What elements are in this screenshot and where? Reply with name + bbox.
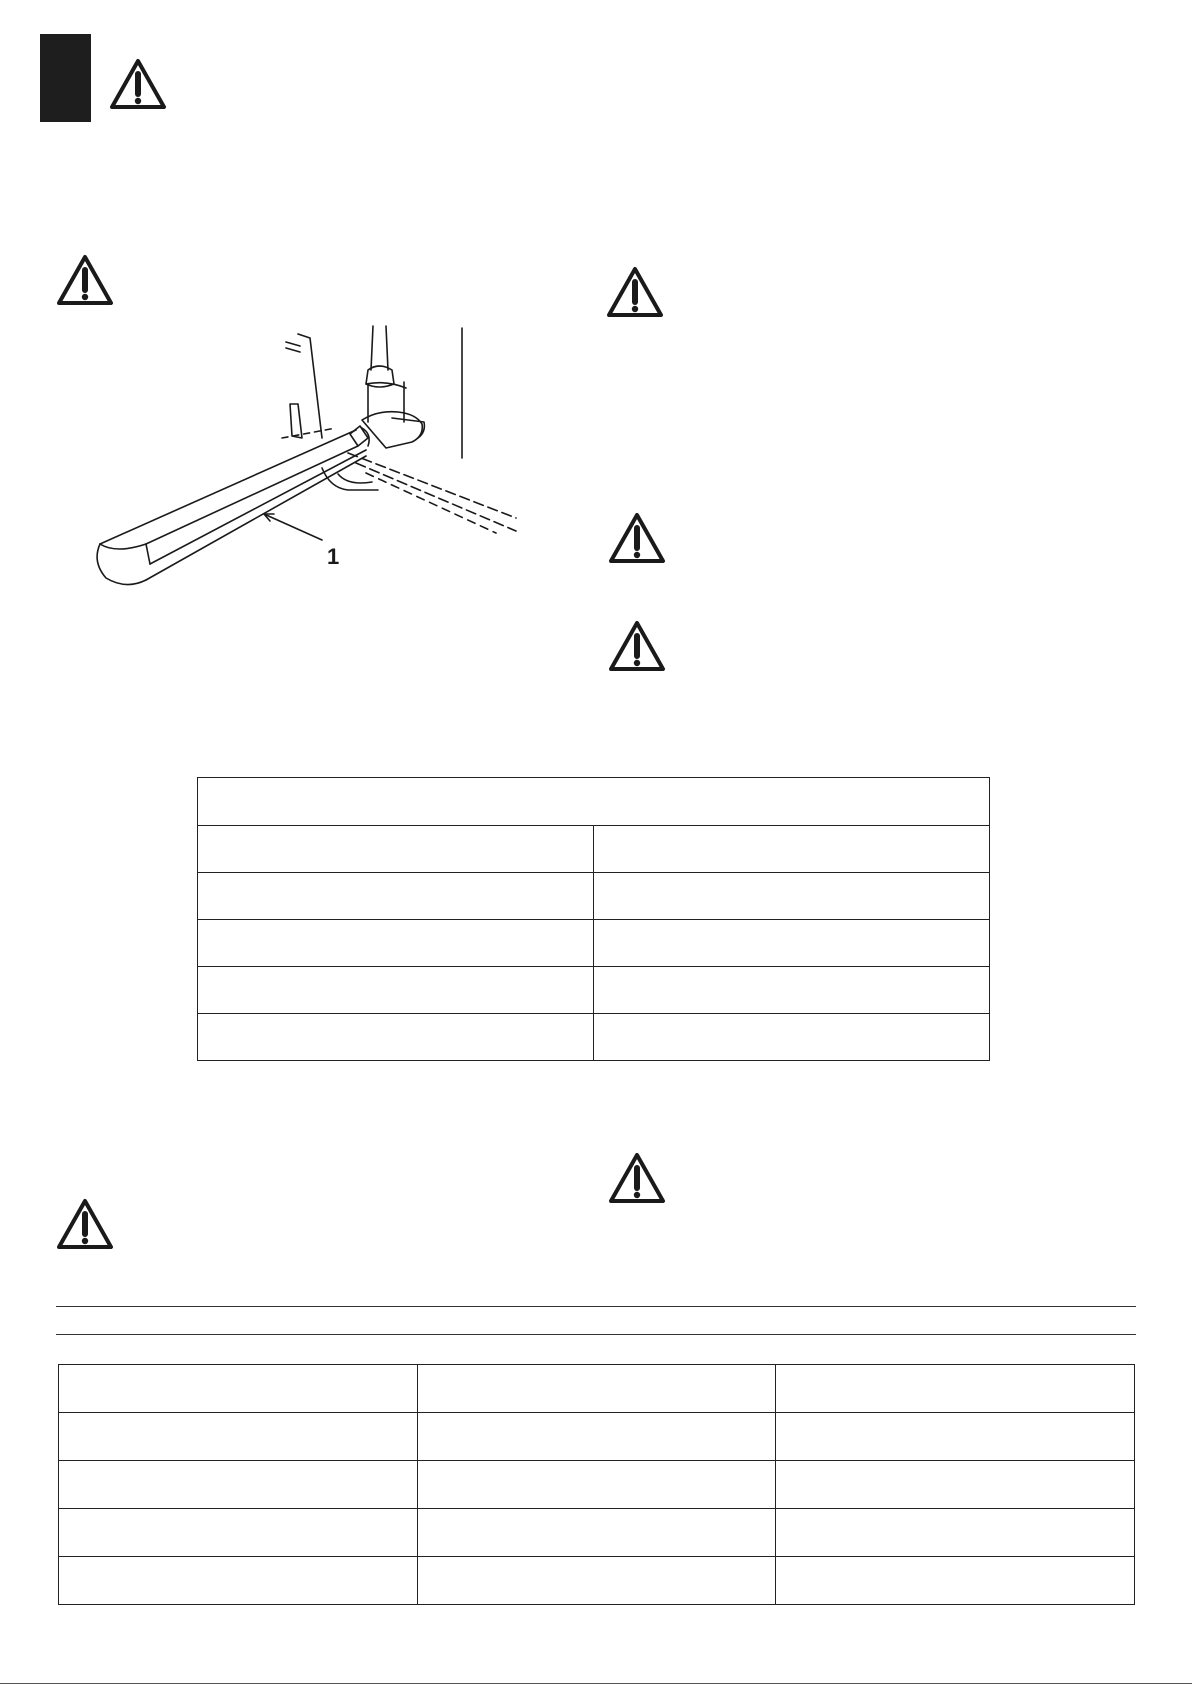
warning-icon [608,1151,666,1205]
table-cell [59,1413,418,1461]
section-marker-block [40,34,91,122]
table-cell [198,873,594,920]
divider [56,1334,1136,1335]
table-cell [417,1461,776,1509]
table-row [198,826,990,873]
table-cell [776,1461,1135,1509]
table-row [198,920,990,967]
table-cell [776,1509,1135,1557]
warning-icon [608,619,666,673]
table-row [59,1461,1135,1509]
table-cell [198,967,594,1014]
table-cell [198,826,594,873]
table-cell [594,826,990,873]
warning-icon [608,511,666,565]
warning-icon [56,253,114,307]
table-header-cell [198,778,990,826]
table-cell [594,920,990,967]
spec-table-1 [197,777,990,1061]
table-cell [59,1365,418,1413]
table-row [59,1413,1135,1461]
table-cell [59,1557,418,1605]
callout-number: 1 [327,544,340,569]
table-cell [59,1509,418,1557]
table-row [198,873,990,920]
table-cell [198,1014,594,1061]
valve-handle-illustration [86,318,526,596]
table-cell [776,1365,1135,1413]
table-row [59,1557,1135,1605]
table-header-row [198,778,990,826]
table-cell [417,1509,776,1557]
table-cell [594,967,990,1014]
table-cell [776,1413,1135,1461]
table-cell [417,1413,776,1461]
spec-table-2 [58,1364,1135,1605]
table-cell [594,873,990,920]
table-row [59,1365,1135,1413]
table-cell [198,920,594,967]
table-row [198,1014,990,1061]
table-cell [417,1365,776,1413]
table-cell [594,1014,990,1061]
divider [56,1306,1136,1307]
table-row [59,1509,1135,1557]
warning-icon [606,265,664,319]
warning-icon [56,1197,114,1251]
table-cell [59,1461,418,1509]
table-row [198,967,990,1014]
table-cell [417,1557,776,1605]
footer-divider [0,1683,1192,1684]
warning-icon [109,57,167,111]
table-cell [776,1557,1135,1605]
